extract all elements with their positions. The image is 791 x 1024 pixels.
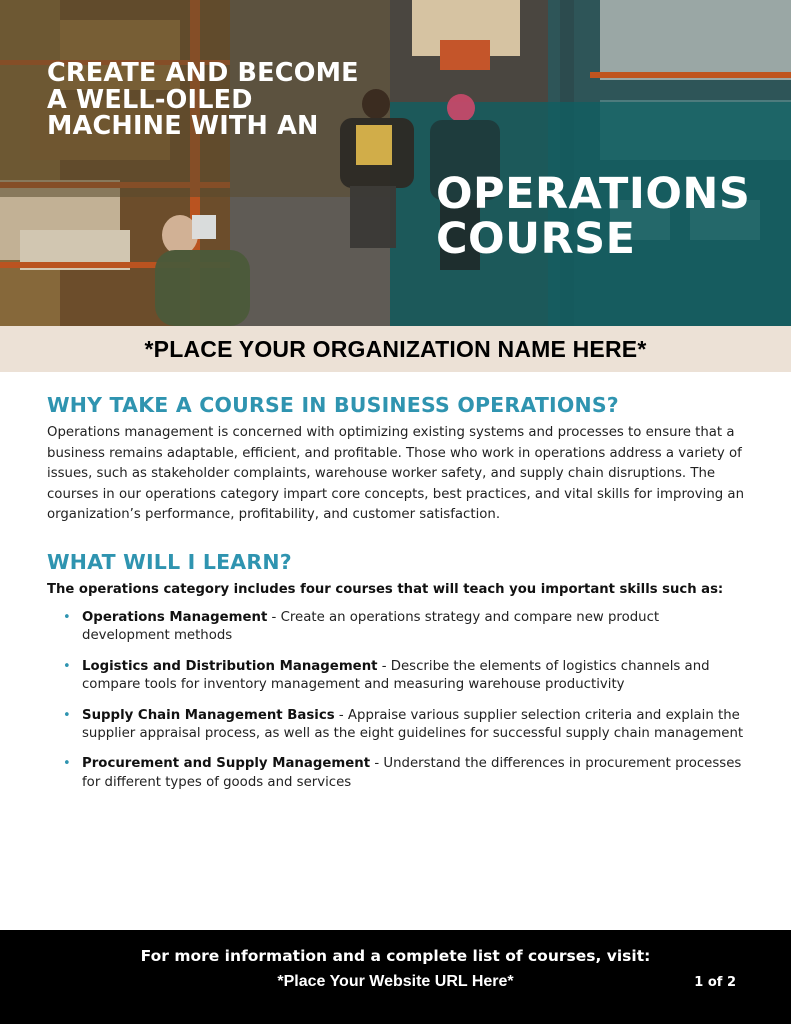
- why-body: Operations management is concerned with optimizing existing systems and processes to ensure that a business remains adaptable, efficient, and profitable. Those who work in operations address a variety of issues, such as stakeholder complaints, warehouse worker safety, and supply chain disruptions. The courses in our operations category impart core concepts, best practices, and vital skills for improving an organization’s performance, profitability, and customer satisfaction.: [47, 425, 744, 523]
- hero-course-title-line-1: OPERATIONS: [436, 169, 751, 219]
- list-item: [47, 658, 747, 695]
- hero-course-title-line-2: COURSE: [436, 214, 636, 264]
- list-item: [47, 707, 747, 744]
- organization-name-bar: [0, 326, 791, 372]
- hero-tagline: [47, 60, 367, 140]
- learn-heading: WHAT WILL I LEARN?: [47, 549, 292, 574]
- page-number: 1 of 2: [694, 975, 736, 990]
- warehouse-photo: [0, 0, 791, 326]
- footer: [0, 930, 791, 1024]
- course-name: Supply Chain Management Basics: [82, 707, 335, 723]
- main-content: [47, 393, 747, 804]
- bullet-icon: •: [63, 609, 71, 625]
- list-item: [47, 755, 747, 792]
- course-description: - Create an operations strategy and compare new product development methods: [82, 609, 660, 644]
- list-item: [47, 609, 747, 646]
- course-description: - Appraise various supplier selection criteria and explain the supplier appraisal process, as well as the eight guidelines for successful supply chain management: [82, 707, 744, 741]
- bullet-icon: •: [63, 707, 71, 723]
- learn-intro: The operations category includes four courses that will teach you important skills such as:: [47, 581, 724, 597]
- course-list: [47, 609, 747, 792]
- hero-tagline-line-3: MACHINE WITH AN: [47, 111, 319, 141]
- bullet-icon: •: [63, 658, 71, 674]
- hero-tagline-line-1: CREATE AND BECOME: [47, 58, 359, 88]
- bullet-icon: •: [63, 756, 71, 772]
- organization-name: *PLACE YOUR ORGANIZATION NAME HERE*: [144, 335, 647, 362]
- course-name: Operations Management: [82, 609, 268, 625]
- course-name: Logistics and Distribution Management: [82, 658, 378, 674]
- hero-tagline-line-2: A WELL-OILED: [47, 84, 253, 115]
- hero-course-title: [436, 169, 751, 264]
- footer-more-info: For more information and a complete list of courses, visit:: [140, 947, 651, 965]
- course-description: - Describe the elements of logistics channels and compare tools for inventory management and measuring warehouse productivity: [82, 658, 710, 693]
- course-description: - Understand the differences in procurement processes for different types of goods and services: [82, 756, 742, 790]
- course-name: Procurement and Supply Management: [82, 756, 371, 772]
- why-heading: WHY TAKE A COURSE IN BUSINESS OPERATIONS?: [47, 393, 619, 417]
- hero-banner: [0, 0, 791, 326]
- website-url[interactable]: *Place Your Website URL Here*: [277, 973, 514, 990]
